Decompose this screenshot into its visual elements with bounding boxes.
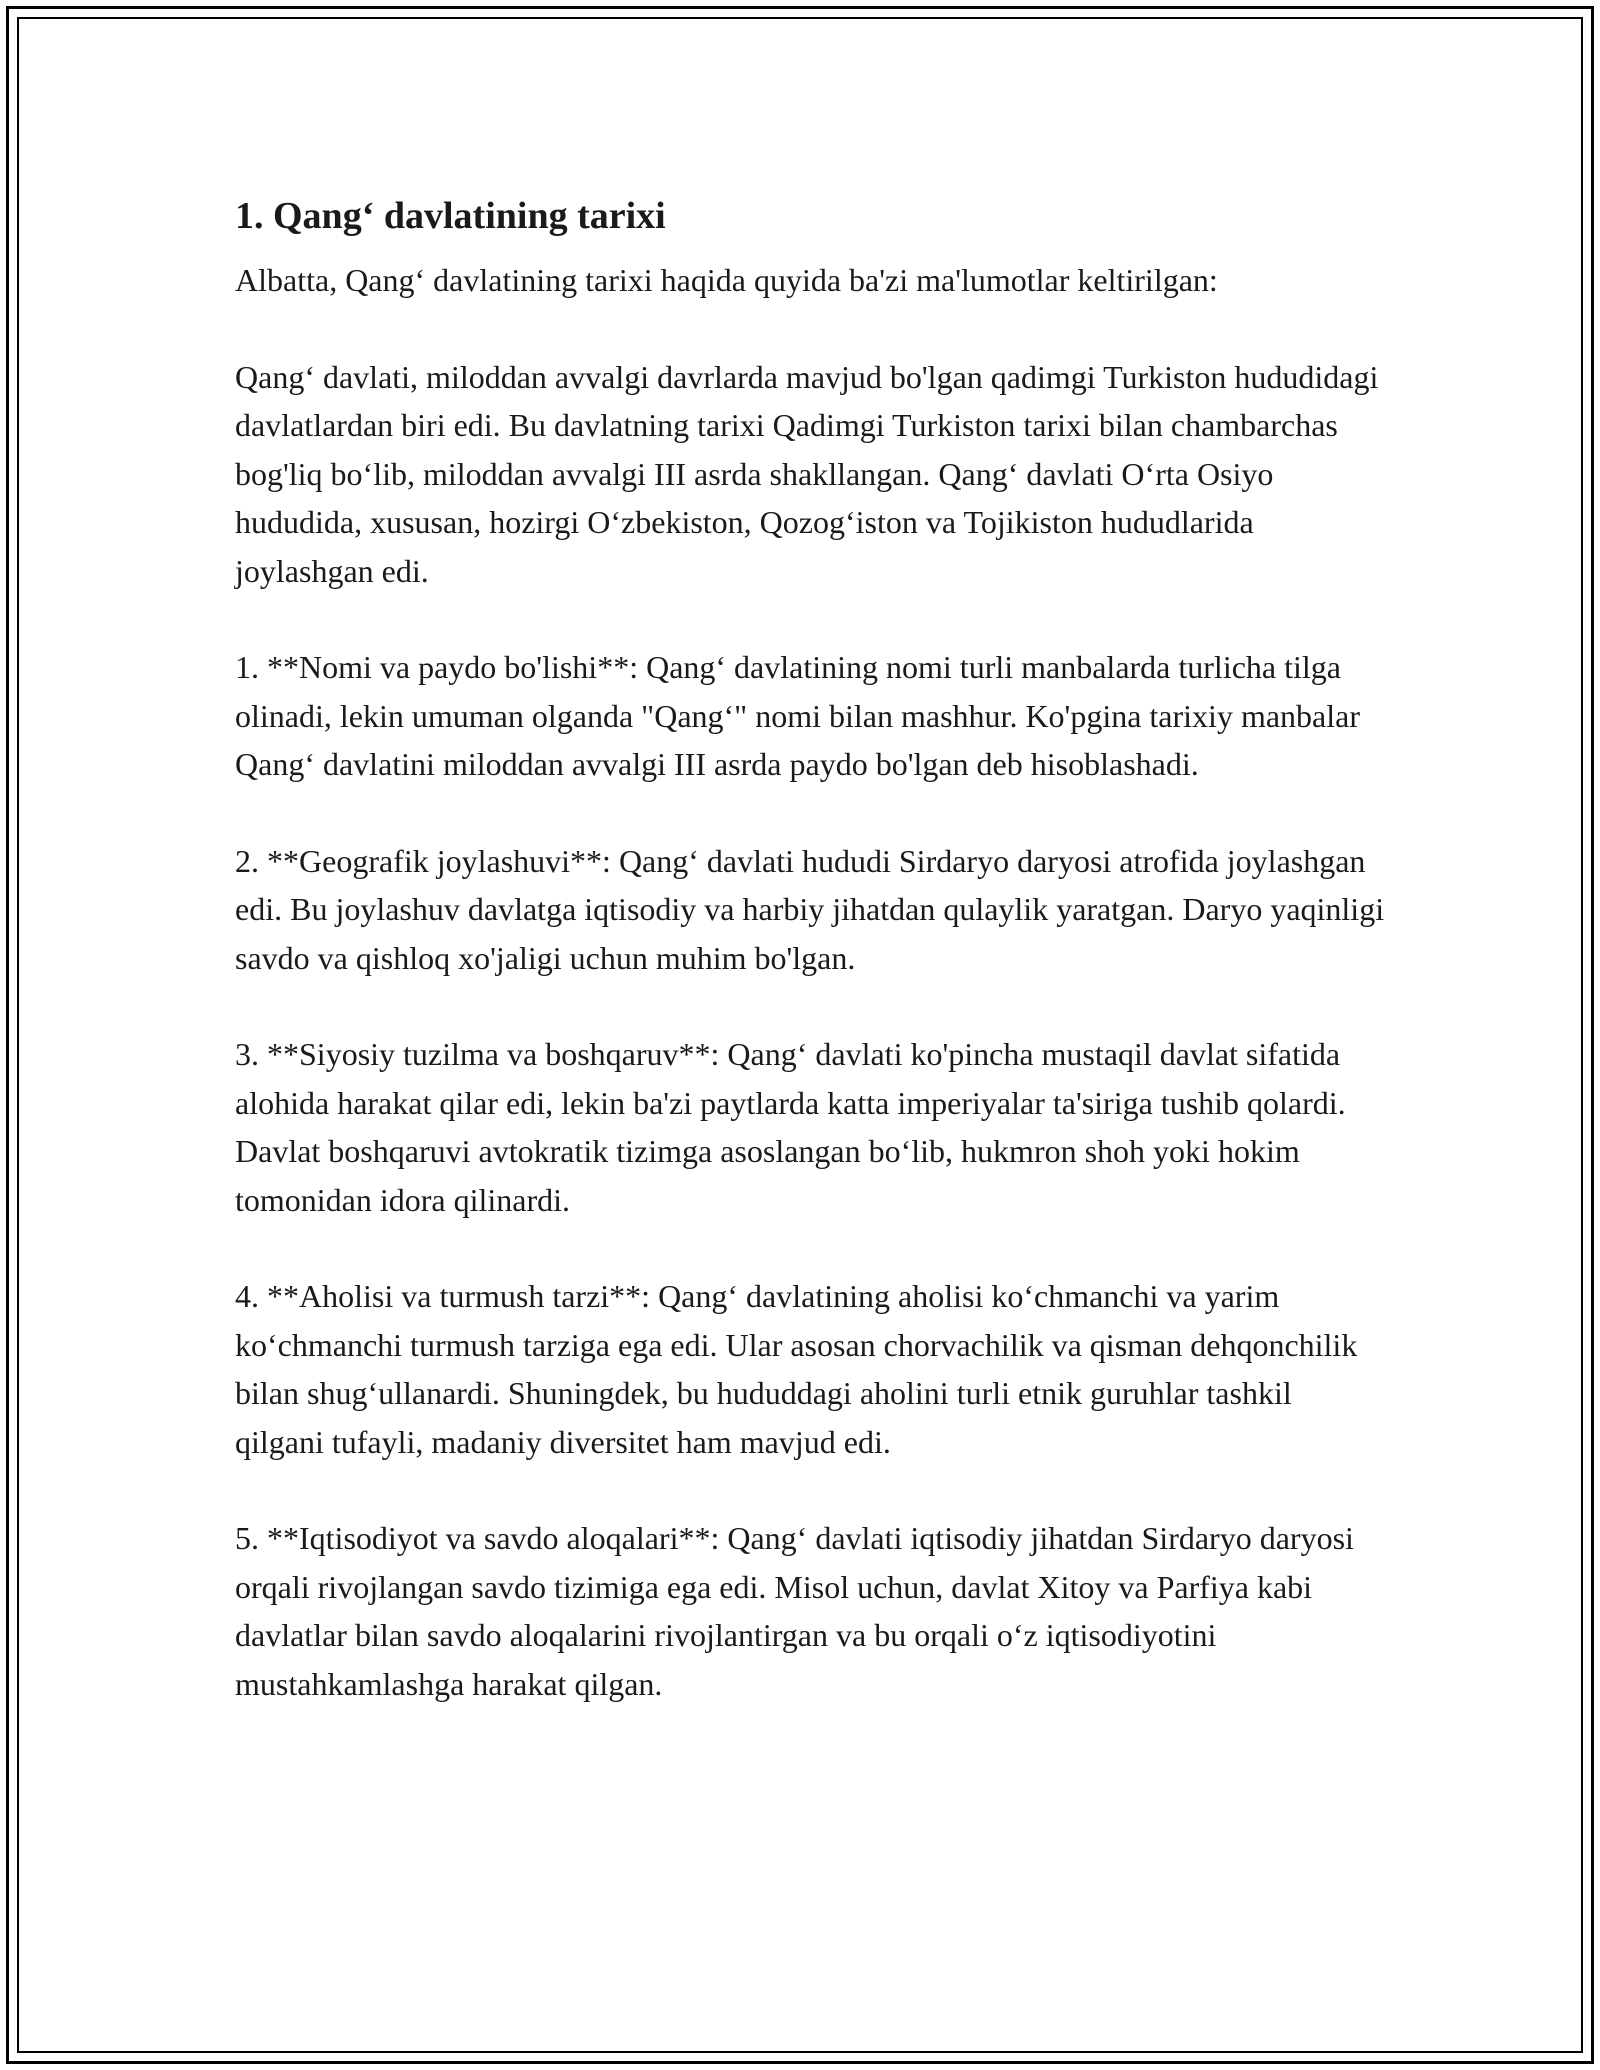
section-population: 4. **Aholisi va turmush tarzi**: Qang‘ davlatining aholisi ko‘chmanchi va yarim ko‘chmanchi turmush tarziga ega edi. Ular asosan chorvachilik va qisman dehqonchilik bilan shug‘ullanardi. Shuningdek, bu hududdagi aholini turli etnik guruhlar tashkil qilgani tufayli, madaniy diversitet ham mavjud edi. [235, 1278, 1358, 1460]
document-heading: 1. Qang‘ davlatining tarixi [235, 195, 666, 237]
overview-paragraph: Qang‘ davlati, miloddan avvalgi davrlarda mavjud bo'lgan qadimgi Turkiston hududidagi davlatlardan biri edi. Bu davlatning tarixi Qadimgi Turkiston tarixi bilan chambarchas bog'liq bo‘lib, miloddan avvalgi III asrda shakllangan. Qang‘ davlati O‘rta Osiyo hududida, xususan, hozirgi O‘zbekiston, Qozog‘iston va Tojikiston hududlarida joylashgan edi. [235, 358, 1379, 589]
document-body [235, 190, 1385, 1756]
intro-paragraph: Albatta, Qang‘ davlatining tarixi haqida quyida ba'zi ma'lumotlar keltirilgan: [235, 262, 1218, 298]
section-geography: 2. **Geografik joylashuvi**: Qang‘ davlati hududi Sirdaryo daryosi atrofida joylashgan edi. Bu joylashuv davlatga iqtisodiy va harbiy jihatdan qulaylik yaratgan. Daryo yaqinligi savdo va qishloq xo'jaligi uchun muhim bo'lgan. [235, 842, 1385, 976]
section-name-origin: 1. **Nomi va paydo bo'lishi**: Qang‘ davlatining nomi turli manbalarda turlicha tilga olinadi, lekin umuman olganda "Qang‘" nomi bilan mashhur. Ko'pgina tarixiy manbalar Qang‘ davlatini miloddan avvalgi III asrda paydo bo'lgan deb hisoblashadi. [235, 649, 1360, 782]
section-economy: 5. **Iqtisodiyot va savdo aloqalari**: Qang‘ davlati iqtisodiy jihatdan Sirdaryo daryosi orqali rivojlangan savdo tizimiga ega edi. Misol uchun, davlat Xitoy va Parfiya kabi davlatlar bilan savdo aloqalarini rivojlantirgan va bu orqali o‘z iqtisodiyotini mustahkamlashga harakat qilgan. [235, 1520, 1354, 1702]
section-politics: 3. **Siyosiy tuzilma va boshqaruv**: Qang‘ davlati ko'pincha mustaqil davlat sifatida alohida harakat qilar edi, lekin ba'zi paytlarda katta imperiyalar ta'siriga tushib qolardi. Davlat boshqaruvi avtokratik tizimga asoslangan bo‘lib, hukmron shoh yoki hokim tomonidan idora qilinardi. [235, 1036, 1346, 1218]
